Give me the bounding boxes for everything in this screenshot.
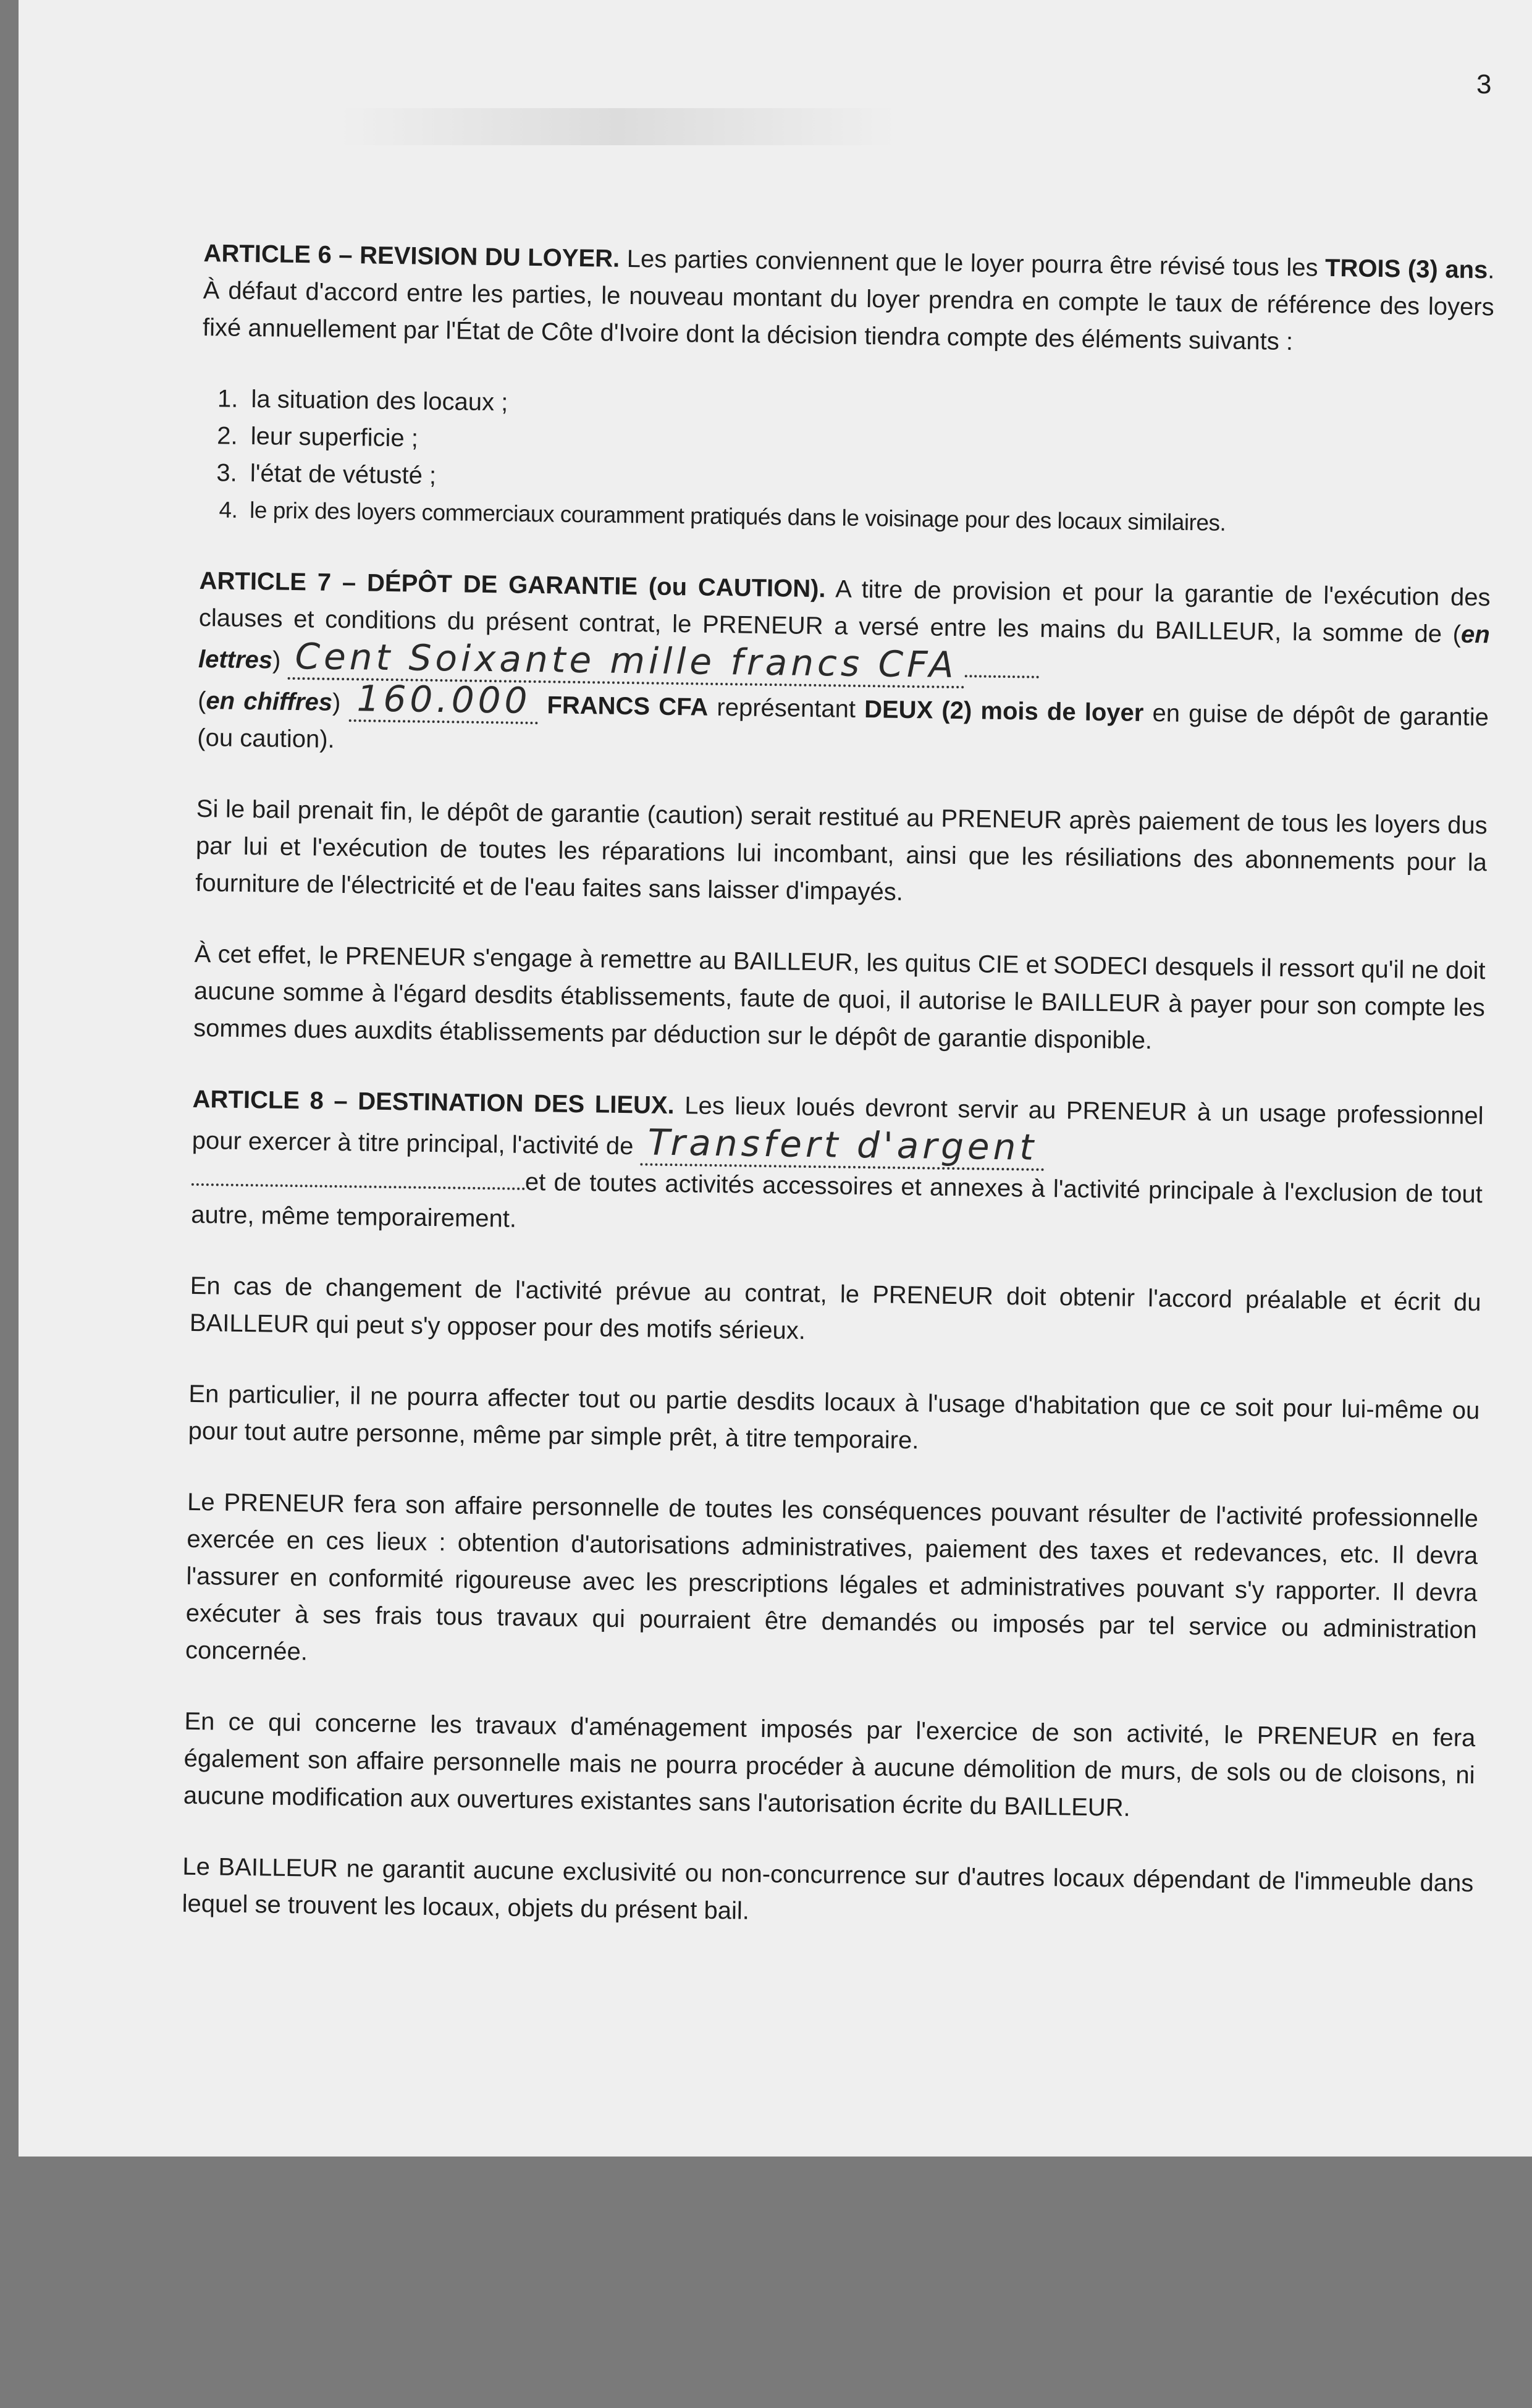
article-8-paragraph: Le PRENEUR fera son affaire personnelle de toutes les conséquences pouvant résulter de l'activité professionnelle exercée en ces lieux : obtention d'autorisations administratives, paiement des taxes et redevances, etc. Il devra l'assurer en conformité rigoureuse avec les prescriptions légales et administratives pouvant s'y rapporter. Il devra exécuter à ses frais tous travaux qui pourraient être demandés ou imposés par tel service ou administration concernée. [185,1488,1479,1666]
text: représentant [708,693,865,724]
amount-figures-handwritten: 160.000 [349,677,539,724]
scan-smudge [340,108,896,145]
text: A titre de provision et pour la garantie de l'exécution des clauses et conditions du présent contrat, le PRENEUR a versé entre les mains du BAILLEUR, la somme de ( [198,575,1491,648]
article-7-paragraph: Si le bail prenait fin, le dépôt de garantie (caution) serait restitué au PRENEUR après paiement de tous les loyers dus par lui et l'exécution de toutes les réparations lui incombant, ainsi que les résiliations des abonnements pour la fourniture de l'électricité et de l'eau faites sans laisser d'impayés. [195,795,1488,906]
label: en lettres [198,620,1490,674]
list-item: 3. l'état de vétusté ; [244,455,1492,508]
article-8-heading: ARTICLE 8 – DESTINATION DES LIEUX. [192,1085,675,1120]
article-6 [203,235,1495,363]
activity-handwritten: Transfert d'argent [640,1121,1045,1171]
article-8-paragraph: En cas de changement de l'activité prévue au contrat, le PRENEUR doit obtenir l'accord préalable et écrit du BAILLEUR qui peut s'y opposer pour des motifs sérieux. [189,1272,1481,1345]
bold-text: DEUX (2) mois de loyer [864,696,1144,727]
article-8-paragraph: Le BAILLEUR ne garantit aucune exclusivité ou non-concurrence sur d'autres locaux dépendant de l'immeuble dans lequel se trouvent les locaux, objets du présent bail. [182,1852,1474,1925]
text: Les parties conviennent que le loyer pourra être révisé tous les [619,245,1326,282]
document-body [182,235,1495,1973]
article-7-paragraph: À cet effet, le PRENEUR s'engage à remettre au BAILLEUR, les quitus CIE et SODECI desquels il ressort qu'il ne doit aucune somme à l'égard desdits établissements, faute de quoi, il autorise le BAILLEUR à payer pour son compte les sommes dues auxdits établissements par déduction sur le dépôt de garantie disponible. [193,940,1486,1055]
article-8-paragraph: En particulier, il ne pourra affecter tout ou partie desdits locaux à l'usage d'habitation que ce soit pour lui-même ou pour tout autre personne, même par simple prêt, à titre temporaire. [188,1380,1480,1455]
article-8 [191,1081,1484,1250]
text: . À défaut d'accord entre les parties, le nouveau montant du loyer prendra en compte le taux de référence des loyers fixé annuellement par l'État de Côte d'Ivoire dont la décision tiendra compte des éléments suivants : [202,256,1495,356]
text: Les lieux loués devront servir au PRENEUR à un usage professionnel pour exercer à titre principal, l'activité de [192,1092,1484,1160]
bold-text: TROIS (3) ans [1324,254,1488,284]
article-7: ARTICLE 7 – DÉPÔT DE GARANTIE (ou CAUTION). A titre de provision et pour la garantie de l'exécution des clauses et conditions du présent contrat, le PRENEUR a versé entre les mains du BAILLEUR, la somme de (en lettres) Cent Soixante mille francs CFA (en chiffres) 160.000 FRANCS CFA représentant DEUX (2) mois de loyer en guise de dépôt de garantie (ou caution). [197,567,1491,753]
list-item: 4. le prix des loyers commerciaux couramment pratiqués dans le voisinage pour des locaux similaires. [243,492,1492,545]
article-8-paragraph: En ce qui concerne les travaux d'aménagement imposés par l'exercice de son activité, le PRENEUR en fera également son affaire personnelle mais ne pourra procéder à aucune démolition de murs, de sols ou de cloisons, ni aucune modification aux ouvertures existantes sans l'autorisation écrite du BAILLEUR. [183,1707,1476,1822]
text: en guise de dépôt de garantie (ou caution). [197,699,1489,753]
article-6-list [200,380,1493,545]
article-7-heading: ARTICLE 7 – DÉPÔT DE GARANTIE (ou CAUTION). [199,567,826,603]
amount-words-handwritten: Cent Soixante mille francs CFA [287,635,965,688]
list-item: 1. la situation des locaux ; [245,381,1493,434]
bold-text: FRANCS CFA [547,691,709,721]
page-number: 3 [1476,69,1492,99]
article-6-heading: ARTICLE 6 – REVISION DU LOYER. [203,239,620,272]
text: et de toutes activités accessoires et annexes à l'activité principale à l'exclusion de tout autre, même temporairement. [190,1168,1483,1233]
list-item: 2. leur superficie ; [244,418,1492,471]
label: en chiffres [206,687,333,716]
